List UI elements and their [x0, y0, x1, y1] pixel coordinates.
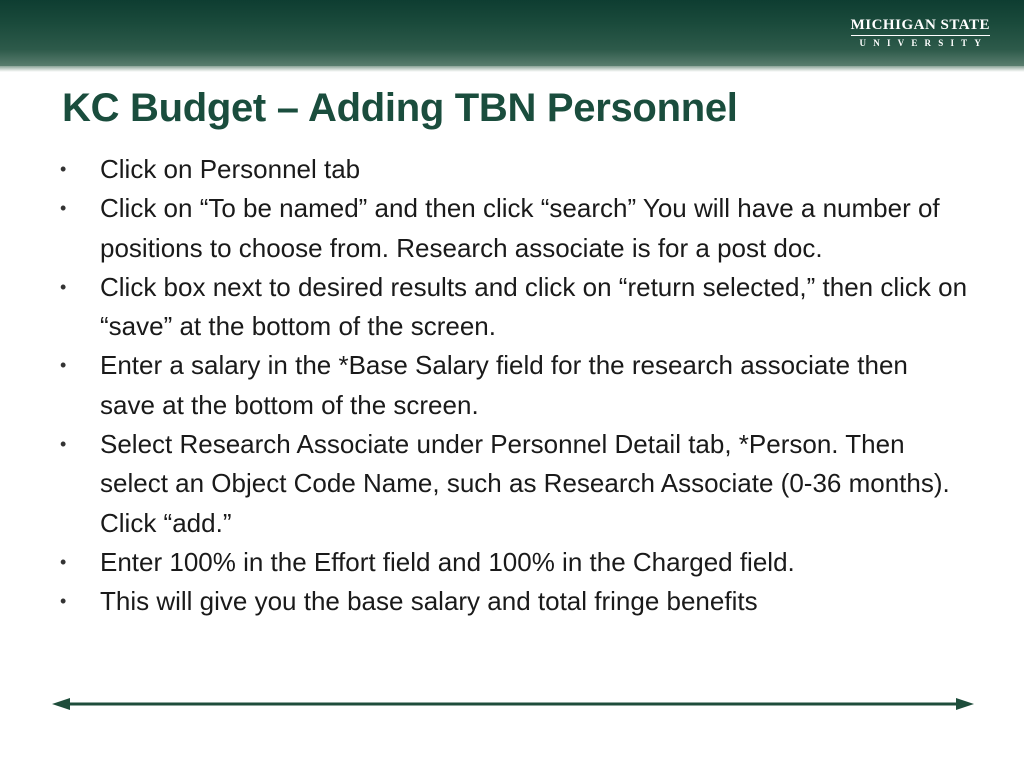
bullet-text: Click box next to desired results and click on “return selected,” then click on “save” at the bottom of the screen.: [100, 271, 968, 342]
bullet-item: [60, 189, 970, 268]
bullet-text: Select Research Associate under Personnel Detail tab, *Person. Then select an Object Code Name, such as Research Associate (0-36 months). Click “add.”: [100, 429, 950, 538]
bullet-item: [60, 346, 970, 425]
bullet-text: Click on Personnel tab: [100, 154, 361, 184]
bullet-icon: •: [60, 434, 67, 455]
divider-line: [66, 703, 960, 706]
bullet-item: [60, 543, 970, 582]
header-band: [0, 0, 1024, 66]
bullet-icon: •: [60, 591, 67, 612]
slide-title: KC Budget – Adding TBN Personnel: [62, 86, 738, 130]
bullet-item: [60, 268, 970, 347]
bullet-item: [60, 582, 970, 621]
bullet-text: Enter 100% in the Effort field and 100% in the Charged field.: [100, 546, 795, 577]
bullet-icon: •: [60, 355, 67, 376]
bullet-item: [60, 150, 970, 189]
logo-wordmark-line1: MICHIGAN STATE: [851, 17, 990, 36]
logo-wordmark-line2: UNIVERSITY: [859, 38, 989, 48]
bullet-text: This will give you the base salary and total fringe benefits: [100, 586, 758, 617]
bullet-icon: •: [60, 198, 67, 219]
bullet-text: Click on “To be named” and then click “search” You will have a number of positions to choose from. Research associate is for a post doc.: [100, 193, 940, 263]
bullet-icon: •: [60, 276, 67, 297]
bullet-item: [60, 425, 970, 543]
bullet-list: [60, 150, 970, 622]
msu-logo: [851, 17, 990, 49]
bullet-text: Enter a salary in the *Base Salary field for the research associate then save at the bottom of the screen.: [100, 350, 908, 420]
bullet-icon: •: [60, 159, 67, 179]
right-arrowhead-icon: [956, 698, 974, 710]
bullet-icon: •: [60, 551, 67, 572]
footer-divider: [52, 697, 974, 711]
